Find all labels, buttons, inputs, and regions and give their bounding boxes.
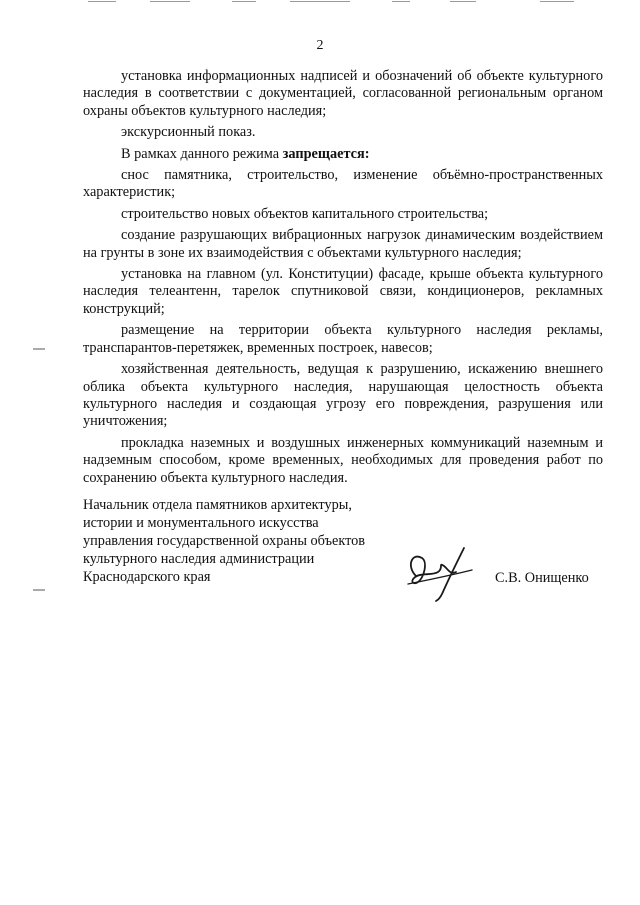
paragraph-economic-activity: хозяйственная деятельность, ведущая к разрушению, искажению внешнего облика объекта культурного наследия, нарушающая целостность объекта культурного наследия и создающая угрозу его повреждения, разрушения или уничтожения; (83, 361, 603, 430)
margin-tick-icon (33, 589, 45, 591)
page-number: 2 (316, 38, 324, 53)
scan-edge-artifacts (0, 0, 640, 6)
signatory-title-line: Начальник отдела памятников архитектуры, (83, 497, 352, 513)
paragraph-signage: установка информационных надписей и обозначений об объекте культурного наследия в соответствии с документацией, согласованной региональным органом охраны объектов культурного наследия; (83, 68, 603, 119)
paragraph-new-construction: строительство новых объектов капитального строительства; (121, 205, 489, 222)
margin-tick-icon (33, 348, 45, 350)
signatory-title-line: истории и монументального искусства (83, 515, 319, 531)
paragraph-advertising: размещение на территории объекта культурного наследия рекламы, транспарантов-перетяжек, временных построек, навесов; (83, 322, 603, 356)
paragraph-vibration-loads: создание разрушающих вибрационных нагрузок динамическим воздействием на грунты в зоне их взаимодействия с объектами культурного наследия; (83, 227, 603, 261)
paragraph-prohibitions-heading (83, 146, 603, 163)
margin-mark (33, 337, 45, 339)
margin-mark (33, 578, 45, 580)
signatory-title-line: культурного наследия администрации (83, 551, 315, 567)
paragraph-facade-equipment: установка на главном (ул. Конституции) фасаде, крыше объекта культурного наследия телеантенн, тарелок спутниковой связи, кондиционеров, рекламных конструкций; (83, 266, 603, 317)
signatory-title (83, 496, 403, 586)
paragraph-demolition: снос памятника, строительство, изменение объёмно-пространственных характеристик; (83, 167, 603, 201)
paragraph-utilities: прокладка наземных и воздушных инженерных коммуникаций наземным и надземным способом, кроме временных, необходимых для проведения работ по сохранению объекта культурного наследия. (83, 434, 603, 486)
prohibited-keyword: запрещается: (282, 145, 370, 162)
signatory-title-line: Краснодарского края (83, 569, 211, 585)
handwritten-signature (398, 542, 488, 602)
paragraph-excursion: экскурсионный показ. (121, 124, 256, 141)
signatory-title-line: управления государственной охраны объектов (83, 533, 366, 549)
prohibitions-lead-text: В рамках данного режима (121, 145, 283, 162)
document-body (83, 68, 603, 491)
signer-name: С.В. Онищенко (495, 570, 589, 586)
